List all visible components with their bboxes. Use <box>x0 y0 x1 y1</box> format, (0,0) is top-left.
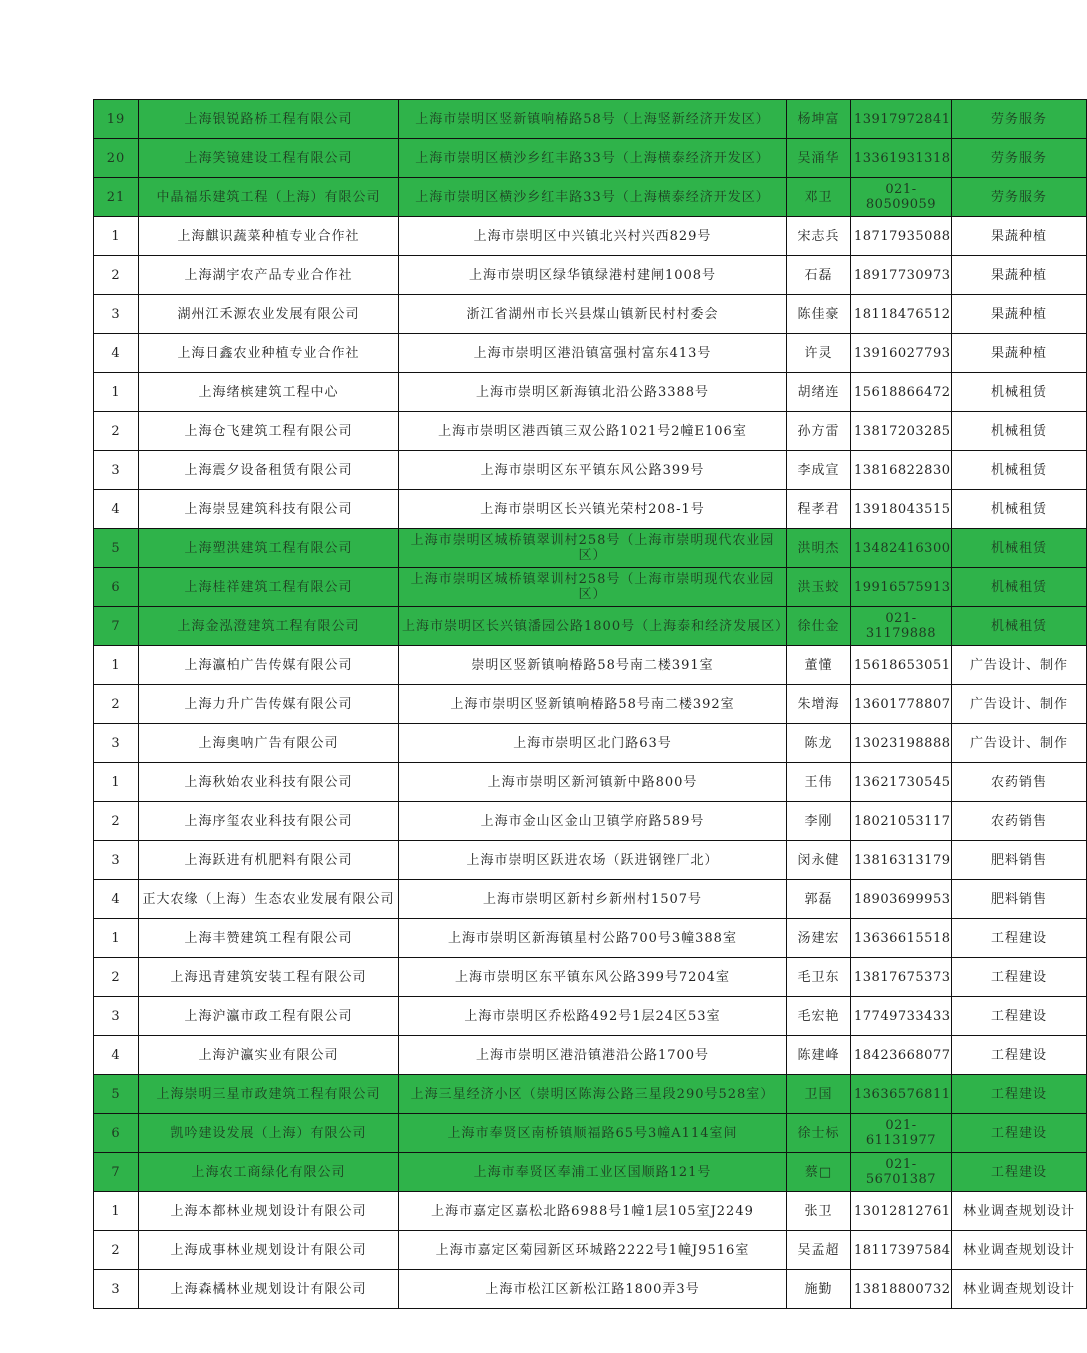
service-type: 工程建设 <box>952 1036 1087 1075</box>
company-address: 上海市崇明区城桥镇翠训村258号（上海市崇明现代农业园区） <box>399 568 787 607</box>
company-address: 上海市崇明区新河镇新中路800号 <box>399 763 787 802</box>
company-name: 上海力升广告传媒有限公司 <box>139 685 399 724</box>
row-number: 3 <box>94 841 139 880</box>
table-row <box>94 802 1087 841</box>
contact-person: 汤建宏 <box>787 919 851 958</box>
company-address: 上海三星经济小区（崇明区陈海公路三星段290号528室） <box>399 1075 787 1114</box>
company-address: 上海市崇明区长兴镇潘园公路1800号（上海泰和经济发展区） <box>399 607 787 646</box>
service-type: 机械租赁 <box>952 373 1087 412</box>
row-number: 5 <box>94 529 139 568</box>
company-address: 上海市崇明区绿华镇绿港村建闸1008号 <box>399 256 787 295</box>
phone-number: 17749733433 <box>851 997 952 1036</box>
service-type: 工程建设 <box>952 1075 1087 1114</box>
table-row <box>94 373 1087 412</box>
contact-person: 朱增海 <box>787 685 851 724</box>
table-row <box>94 412 1087 451</box>
company-address: 上海市崇明区横沙乡红丰路33号（上海横泰经济开发区） <box>399 178 787 217</box>
phone-number: 13817203285 <box>851 412 952 451</box>
table-row <box>94 1231 1087 1270</box>
service-type: 肥料销售 <box>952 880 1087 919</box>
company-name: 上海金泓澄建筑工程有限公司 <box>139 607 399 646</box>
row-number: 4 <box>94 880 139 919</box>
row-number: 2 <box>94 412 139 451</box>
service-type: 工程建设 <box>952 1153 1087 1192</box>
table-body <box>94 100 1087 1309</box>
service-type: 果蔬种植 <box>952 256 1087 295</box>
row-number: 2 <box>94 256 139 295</box>
contact-person: 杨坤富 <box>787 100 851 139</box>
phone-number: 18118476512 <box>851 295 952 334</box>
company-name: 上海绪槟建筑工程中心 <box>139 373 399 412</box>
contact-person: 孙方雷 <box>787 412 851 451</box>
table-row <box>94 334 1087 373</box>
row-number: 7 <box>94 607 139 646</box>
company-address: 上海市崇明区新海镇星村公路700号3幢388室 <box>399 919 787 958</box>
contact-person: 毛卫东 <box>787 958 851 997</box>
company-name: 上海麒识蔬菜种植专业合作社 <box>139 217 399 256</box>
row-number: 3 <box>94 724 139 763</box>
service-type: 机械租赁 <box>952 490 1087 529</box>
row-number: 3 <box>94 997 139 1036</box>
phone-number: 13818800732 <box>851 1270 952 1309</box>
company-address: 上海市奉贤区奉浦工业区国顺路121号 <box>399 1153 787 1192</box>
row-number: 7 <box>94 1153 139 1192</box>
company-address: 上海市嘉定区嘉松北路6988号1幢1层105室J2249 <box>399 1192 787 1231</box>
contact-person: 蔡□ <box>787 1153 851 1192</box>
company-name: 上海笑镜建设工程有限公司 <box>139 139 399 178</box>
contact-person: 毛宏艳 <box>787 997 851 1036</box>
service-type: 农药销售 <box>952 763 1087 802</box>
company-name: 上海序玺农业科技有限公司 <box>139 802 399 841</box>
contact-person: 吴涌华 <box>787 139 851 178</box>
table-row <box>94 217 1087 256</box>
contact-person: 闵永健 <box>787 841 851 880</box>
phone-number: 13917972841 <box>851 100 952 139</box>
table-row <box>94 256 1087 295</box>
row-number: 2 <box>94 802 139 841</box>
company-name: 上海瀛柏广告传媒有限公司 <box>139 646 399 685</box>
contact-person: 陈龙 <box>787 724 851 763</box>
row-number: 1 <box>94 919 139 958</box>
table-row <box>94 1114 1087 1153</box>
contact-person: 李刚 <box>787 802 851 841</box>
table-row <box>94 178 1087 217</box>
row-number: 1 <box>94 373 139 412</box>
phone-number: 13482416300 <box>851 529 952 568</box>
row-number: 6 <box>94 1114 139 1153</box>
contact-person: 宋志兵 <box>787 217 851 256</box>
contact-person: 陈建峰 <box>787 1036 851 1075</box>
company-address: 上海市崇明区跃进农场（跃进钢锉厂北） <box>399 841 787 880</box>
table-row <box>94 1075 1087 1114</box>
company-name: 上海沪瀛实业有限公司 <box>139 1036 399 1075</box>
contact-person: 吴孟超 <box>787 1231 851 1270</box>
company-name: 湖州江禾源农业发展有限公司 <box>139 295 399 334</box>
table-row <box>94 1192 1087 1231</box>
row-number: 2 <box>94 958 139 997</box>
service-type: 机械租赁 <box>952 412 1087 451</box>
contact-person: 胡绪连 <box>787 373 851 412</box>
company-name: 上海塑洪建筑工程有限公司 <box>139 529 399 568</box>
phone-number: 13621730545 <box>851 763 952 802</box>
company-name: 上海银锐路桥工程有限公司 <box>139 100 399 139</box>
phone-number: 18717935088 <box>851 217 952 256</box>
table-row <box>94 685 1087 724</box>
contact-person: 陈佳豪 <box>787 295 851 334</box>
phone-number: 021-31179888 <box>851 607 952 646</box>
company-name: 上海农工商绿化有限公司 <box>139 1153 399 1192</box>
company-name: 上海本都林业规划设计有限公司 <box>139 1192 399 1231</box>
company-name: 上海仓飞建筑工程有限公司 <box>139 412 399 451</box>
row-number: 3 <box>94 295 139 334</box>
service-type: 广告设计、制作 <box>952 646 1087 685</box>
company-address: 上海市金山区金山卫镇学府路589号 <box>399 802 787 841</box>
service-type: 广告设计、制作 <box>952 685 1087 724</box>
contact-person: 张卫 <box>787 1192 851 1231</box>
contact-person: 徐仕金 <box>787 607 851 646</box>
table-row <box>94 100 1087 139</box>
service-type: 工程建设 <box>952 958 1087 997</box>
row-number: 19 <box>94 100 139 139</box>
service-type: 农药销售 <box>952 802 1087 841</box>
phone-number: 18021053117 <box>851 802 952 841</box>
company-address: 上海市松江区新松江路1800弄3号 <box>399 1270 787 1309</box>
table-row <box>94 763 1087 802</box>
service-type: 工程建设 <box>952 997 1087 1036</box>
row-number: 4 <box>94 334 139 373</box>
company-address: 浙江省湖州市长兴县煤山镇新民村村委会 <box>399 295 787 334</box>
row-number: 6 <box>94 568 139 607</box>
phone-number: 13636576811 <box>851 1075 952 1114</box>
row-number: 3 <box>94 1270 139 1309</box>
company-address: 上海市崇明区长兴镇光荣村208-1号 <box>399 490 787 529</box>
company-address: 上海市崇明区中兴镇北兴村兴西829号 <box>399 217 787 256</box>
phone-number: 13601778807 <box>851 685 952 724</box>
company-address: 上海市崇明区港沿镇港沿公路1700号 <box>399 1036 787 1075</box>
company-name: 上海森橘林业规划设计有限公司 <box>139 1270 399 1309</box>
table-row <box>94 919 1087 958</box>
contact-person: 洪明杰 <box>787 529 851 568</box>
table-row <box>94 841 1087 880</box>
service-type: 机械租赁 <box>952 607 1087 646</box>
company-address: 上海市崇明区港西镇三双公路1021号2幢E106室 <box>399 412 787 451</box>
table-row <box>94 529 1087 568</box>
company-address: 上海市崇明区港沿镇富强村富东413号 <box>399 334 787 373</box>
company-address: 上海市崇明区乔松路492号1层24区53室 <box>399 997 787 1036</box>
table-row <box>94 997 1087 1036</box>
row-number: 1 <box>94 763 139 802</box>
service-type: 劳务服务 <box>952 139 1087 178</box>
row-number: 20 <box>94 139 139 178</box>
phone-number: 13816313179 <box>851 841 952 880</box>
service-type: 机械租赁 <box>952 529 1087 568</box>
row-number: 1 <box>94 1192 139 1231</box>
table-row <box>94 1270 1087 1309</box>
phone-number: 13817675373 <box>851 958 952 997</box>
phone-number: 13636615518 <box>851 919 952 958</box>
phone-number: 13023198888 <box>851 724 952 763</box>
company-name: 上海湖宇农产品专业合作社 <box>139 256 399 295</box>
table-row <box>94 490 1087 529</box>
company-name: 上海奥呐广告有限公司 <box>139 724 399 763</box>
table-row <box>94 568 1087 607</box>
phone-number: 18423668077 <box>851 1036 952 1075</box>
row-number: 21 <box>94 178 139 217</box>
phone-number: 13916027793 <box>851 334 952 373</box>
phone-number: 19916575913 <box>851 568 952 607</box>
row-number: 3 <box>94 451 139 490</box>
company-name: 上海桂祥建筑工程有限公司 <box>139 568 399 607</box>
table-row <box>94 1036 1087 1075</box>
company-name: 上海日鑫农业种植专业合作社 <box>139 334 399 373</box>
service-type: 果蔬种植 <box>952 334 1087 373</box>
service-type: 肥料销售 <box>952 841 1087 880</box>
company-name: 正大农缘（上海）生态农业发展有限公司 <box>139 880 399 919</box>
phone-number: 15618653051 <box>851 646 952 685</box>
row-number: 5 <box>94 1075 139 1114</box>
company-address: 上海市崇明区竖新镇响椿路58号（上海竖新经济开发区） <box>399 100 787 139</box>
service-type: 工程建设 <box>952 1114 1087 1153</box>
contact-person: 徐士标 <box>787 1114 851 1153</box>
company-address: 上海市嘉定区菊园新区环城路2222号1幢J9516室 <box>399 1231 787 1270</box>
table-row <box>94 451 1087 490</box>
row-number: 2 <box>94 1231 139 1270</box>
table-row <box>94 139 1087 178</box>
contact-person: 卫国 <box>787 1075 851 1114</box>
company-address: 上海市崇明区北门路63号 <box>399 724 787 763</box>
company-address: 崇明区竖新镇响椿路58号南二楼391室 <box>399 646 787 685</box>
company-name: 上海崇明三星市政建筑工程有限公司 <box>139 1075 399 1114</box>
company-name: 上海迅青建筑安装工程有限公司 <box>139 958 399 997</box>
table-row <box>94 646 1087 685</box>
phone-number: 021-61131977 <box>851 1114 952 1153</box>
company-address: 上海市崇明区东平镇东风公路399号 <box>399 451 787 490</box>
phone-number: 18903699953 <box>851 880 952 919</box>
phone-number: 13918043515 <box>851 490 952 529</box>
company-address: 上海市崇明区横沙乡红丰路33号（上海横泰经济开发区） <box>399 139 787 178</box>
service-type: 林业调查规划设计 <box>952 1192 1087 1231</box>
row-number: 2 <box>94 685 139 724</box>
phone-number: 18117397584 <box>851 1231 952 1270</box>
row-number: 1 <box>94 646 139 685</box>
company-address: 上海市奉贤区南桥镇顺福路65号3幢A114室间 <box>399 1114 787 1153</box>
contact-person: 郭磊 <box>787 880 851 919</box>
phone-number: 021-80509059 <box>851 178 952 217</box>
contact-person: 王伟 <box>787 763 851 802</box>
company-address: 上海市崇明区东平镇东风公路399号7204室 <box>399 958 787 997</box>
contact-person: 董懂 <box>787 646 851 685</box>
contact-person: 洪玉蛟 <box>787 568 851 607</box>
service-type: 机械租赁 <box>952 451 1087 490</box>
phone-number: 13012812761 <box>851 1192 952 1231</box>
service-type: 机械租赁 <box>952 568 1087 607</box>
phone-number: 13816822830 <box>851 451 952 490</box>
table-row <box>94 958 1087 997</box>
table-row <box>94 724 1087 763</box>
contact-person: 许灵 <box>787 334 851 373</box>
contact-person: 施勤 <box>787 1270 851 1309</box>
phone-number: 021-56701387 <box>851 1153 952 1192</box>
table-row <box>94 1153 1087 1192</box>
company-address: 上海市崇明区新海镇北沿公路3388号 <box>399 373 787 412</box>
company-address: 上海市崇明区城桥镇翠训村258号（上海市崇明现代农业园区） <box>399 529 787 568</box>
table-row <box>94 295 1087 334</box>
row-number: 4 <box>94 1036 139 1075</box>
contact-person: 程孝君 <box>787 490 851 529</box>
company-address: 上海市崇明区新村乡新州村1507号 <box>399 880 787 919</box>
contact-person: 石磊 <box>787 256 851 295</box>
company-name: 上海跃进有机肥料有限公司 <box>139 841 399 880</box>
company-name: 中晶福乐建筑工程（上海）有限公司 <box>139 178 399 217</box>
contact-person: 邓卫 <box>787 178 851 217</box>
company-name: 上海成事林业规划设计有限公司 <box>139 1231 399 1270</box>
company-directory-table <box>93 99 1087 1309</box>
company-name: 上海秋始农业科技有限公司 <box>139 763 399 802</box>
company-name: 上海沪瀛市政工程有限公司 <box>139 997 399 1036</box>
company-name: 上海崇昱建筑科技有限公司 <box>139 490 399 529</box>
phone-number: 13361931318 <box>851 139 952 178</box>
company-name: 上海丰赞建筑工程有限公司 <box>139 919 399 958</box>
table-row <box>94 880 1087 919</box>
service-type: 林业调查规划设计 <box>952 1270 1087 1309</box>
service-type: 劳务服务 <box>952 178 1087 217</box>
company-name: 凯吟建设发展（上海）有限公司 <box>139 1114 399 1153</box>
phone-number: 18917730973 <box>851 256 952 295</box>
company-name: 上海震夕设备租赁有限公司 <box>139 451 399 490</box>
service-type: 工程建设 <box>952 919 1087 958</box>
table-row <box>94 607 1087 646</box>
phone-number: 15618866472 <box>851 373 952 412</box>
service-type: 果蔬种植 <box>952 295 1087 334</box>
service-type: 果蔬种植 <box>952 217 1087 256</box>
row-number: 1 <box>94 217 139 256</box>
service-type: 林业调查规划设计 <box>952 1231 1087 1270</box>
company-address: 上海市崇明区竖新镇响椿路58号南二楼392室 <box>399 685 787 724</box>
service-type: 广告设计、制作 <box>952 724 1087 763</box>
row-number: 4 <box>94 490 139 529</box>
contact-person: 李成宣 <box>787 451 851 490</box>
service-type: 劳务服务 <box>952 100 1087 139</box>
